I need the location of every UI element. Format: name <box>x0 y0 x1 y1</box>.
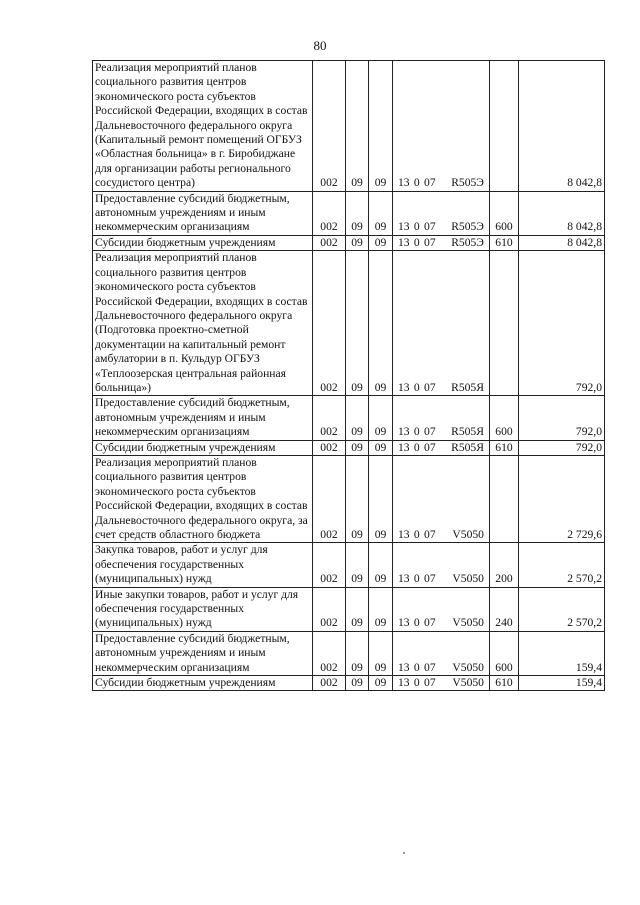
section-code: 09 <box>346 251 369 396</box>
expense-type-code: 610 <box>490 676 519 691</box>
row-description: Предоставление субсидий бюджетным, автономным учреждениям и иным некоммерческим организациям <box>93 631 313 675</box>
code-part-dir: V5050 <box>452 528 484 541</box>
code-part-dir: V5050 <box>452 572 484 586</box>
row-description: Реализация мероприятий планов социального развития центров экономического роста субъектов Российской Федерации, входящих в состав Дальневосточного федерального округа (Капитальный ремонт помещений ОГБУЗ «Областная больница» в г. Биробиджане для организации работы регионального сосудистого центра) <box>93 61 313 192</box>
code-part-dir: R505Я <box>451 425 484 439</box>
budget-table <box>92 60 605 691</box>
table-row <box>93 61 605 192</box>
table-row <box>93 396 605 440</box>
target-article-code <box>393 455 490 542</box>
amount: 8 042,8 <box>519 235 605 250</box>
code-part-sub: 0 <box>413 660 420 674</box>
expense-type-code: 600 <box>490 191 519 235</box>
row-description: Субсидии бюджетным учреждениям <box>93 235 313 250</box>
expense-type-code <box>490 251 519 396</box>
scan-speck <box>403 852 405 854</box>
code-part-dir: R505Я <box>451 380 484 394</box>
table-row <box>93 191 605 235</box>
amount: 159,4 <box>519 676 605 691</box>
code-part-sub: 0 <box>413 616 420 630</box>
ministry-code: 002 <box>313 396 346 440</box>
ministry-code: 002 <box>313 235 346 250</box>
subsection-code: 09 <box>369 543 393 587</box>
code-part-sub: 0 <box>413 528 420 541</box>
ministry-code: 002 <box>313 631 346 675</box>
code-part-dir: V5050 <box>452 616 484 630</box>
ministry-code: 002 <box>313 440 346 455</box>
ministry-code: 002 <box>313 543 346 587</box>
code-part-dir: R505Э <box>451 220 484 234</box>
section-code: 09 <box>346 235 369 250</box>
table-row <box>93 543 605 587</box>
target-article-code <box>393 543 490 587</box>
table-row <box>93 455 605 542</box>
code-part-dir: R505Э <box>451 235 484 249</box>
code-part-main: 07 <box>424 235 436 249</box>
amount: 2 570,2 <box>519 543 605 587</box>
target-article-code <box>393 587 490 631</box>
row-description: Субсидии бюджетным учреждениям <box>93 440 313 455</box>
section-code: 09 <box>346 455 369 542</box>
section-code: 09 <box>346 61 369 192</box>
expense-type-code: 600 <box>490 396 519 440</box>
code-part-sub: 0 <box>413 176 420 190</box>
code-part-prog: 13 <box>398 616 410 630</box>
code-part-prog: 13 <box>398 440 410 454</box>
amount: 2 570,2 <box>519 587 605 631</box>
expense-type-code <box>490 455 519 542</box>
code-part-sub: 0 <box>413 572 420 586</box>
target-article-code <box>393 396 490 440</box>
code-part-dir: R505Э <box>451 176 484 190</box>
code-part-main: 07 <box>424 220 436 234</box>
code-part-main: 07 <box>424 676 436 690</box>
code-part-prog: 13 <box>398 676 410 690</box>
subsection-code: 09 <box>369 235 393 250</box>
code-part-main: 07 <box>424 440 436 454</box>
table-row <box>93 676 605 691</box>
code-part-dir: V5050 <box>452 660 484 674</box>
section-code: 09 <box>346 543 369 587</box>
code-part-main: 07 <box>424 425 436 439</box>
section-code: 09 <box>346 440 369 455</box>
code-part-sub: 0 <box>413 220 420 234</box>
expense-type-code: 240 <box>490 587 519 631</box>
code-part-sub: 0 <box>413 440 420 454</box>
target-article-code <box>393 191 490 235</box>
code-part-main: 07 <box>424 176 436 190</box>
target-article-code <box>393 676 490 691</box>
target-article-code <box>393 251 490 396</box>
amount: 792,0 <box>519 440 605 455</box>
ministry-code: 002 <box>313 191 346 235</box>
table-row <box>93 251 605 396</box>
subsection-code: 09 <box>369 631 393 675</box>
code-part-prog: 13 <box>398 220 410 234</box>
expense-type-code: 200 <box>490 543 519 587</box>
section-code: 09 <box>346 676 369 691</box>
amount: 792,0 <box>519 251 605 396</box>
table-row <box>93 631 605 675</box>
target-article-code <box>393 235 490 250</box>
row-description: Закупка товаров, работ и услуг для обеспечения государственных (муниципальных) нужд <box>93 543 313 587</box>
table-row <box>93 587 605 631</box>
code-part-prog: 13 <box>398 425 410 439</box>
code-part-prog: 13 <box>398 528 410 541</box>
code-part-main: 07 <box>424 380 436 394</box>
code-part-prog: 13 <box>398 380 410 394</box>
section-code: 09 <box>346 587 369 631</box>
code-part-prog: 13 <box>398 235 410 249</box>
subsection-code: 09 <box>369 440 393 455</box>
code-part-main: 07 <box>424 616 436 630</box>
code-part-prog: 13 <box>398 572 410 586</box>
code-part-sub: 0 <box>413 676 420 690</box>
target-article-code <box>393 440 490 455</box>
code-part-sub: 0 <box>413 425 420 439</box>
expense-type-code <box>490 61 519 192</box>
subsection-code: 09 <box>369 676 393 691</box>
section-code: 09 <box>346 631 369 675</box>
code-part-prog: 13 <box>398 660 410 674</box>
subsection-code: 09 <box>369 191 393 235</box>
subsection-code: 09 <box>369 61 393 192</box>
row-description: Предоставление субсидий бюджетным, автономным учреждениям и иным некоммерческим организациям <box>93 191 313 235</box>
code-part-main: 07 <box>424 572 436 586</box>
expense-type-code: 610 <box>490 235 519 250</box>
page-number: 80 <box>313 38 327 53</box>
ministry-code: 002 <box>313 676 346 691</box>
target-article-code <box>393 61 490 192</box>
expense-type-code: 610 <box>490 440 519 455</box>
row-description: Субсидии бюджетным учреждениям <box>93 676 313 691</box>
amount: 159,4 <box>519 631 605 675</box>
amount: 2 729,6 <box>519 455 605 542</box>
subsection-code: 09 <box>369 455 393 542</box>
subsection-code: 09 <box>369 251 393 396</box>
row-description: Иные закупки товаров, работ и услуг для обеспечения государственных (муниципальных) нужд <box>93 587 313 631</box>
code-part-main: 07 <box>424 528 436 541</box>
subsection-code: 09 <box>369 396 393 440</box>
code-part-prog: 13 <box>398 176 410 190</box>
code-part-sub: 0 <box>413 235 420 249</box>
section-code: 09 <box>346 191 369 235</box>
subsection-code: 09 <box>369 587 393 631</box>
amount: 8 042,8 <box>519 191 605 235</box>
code-part-dir: R505Я <box>451 440 484 454</box>
ministry-code: 002 <box>313 455 346 542</box>
ministry-code: 002 <box>313 61 346 192</box>
table-row <box>93 235 605 250</box>
row-description: Реализация мероприятий планов социального развития центров экономического роста субъектов Российской Федерации, входящих в состав Дальневосточного федерального округа, за счет средств областного бюджета <box>93 455 313 542</box>
code-part-dir: V5050 <box>452 676 484 690</box>
ministry-code: 002 <box>313 587 346 631</box>
amount: 792,0 <box>519 396 605 440</box>
code-part-main: 07 <box>424 660 436 674</box>
amount: 8 042,8 <box>519 61 605 192</box>
section-code: 09 <box>346 396 369 440</box>
code-part-sub: 0 <box>413 380 420 394</box>
table-row <box>93 440 605 455</box>
row-description: Предоставление субсидий бюджетным, автономным учреждениям и иным некоммерческим организациям <box>93 396 313 440</box>
target-article-code <box>393 631 490 675</box>
expense-type-code: 600 <box>490 631 519 675</box>
ministry-code: 002 <box>313 251 346 396</box>
row-description: Реализация мероприятий планов социального развития центров экономического роста субъектов Российской Федерации, входящих в состав Дальневосточного федерального округа (Подготовка проектно-сметной документации на капитальный ремонт амбулатории в п. Кульдур ОГБУЗ «Теплоозерская центральная районная больница») <box>93 251 313 396</box>
